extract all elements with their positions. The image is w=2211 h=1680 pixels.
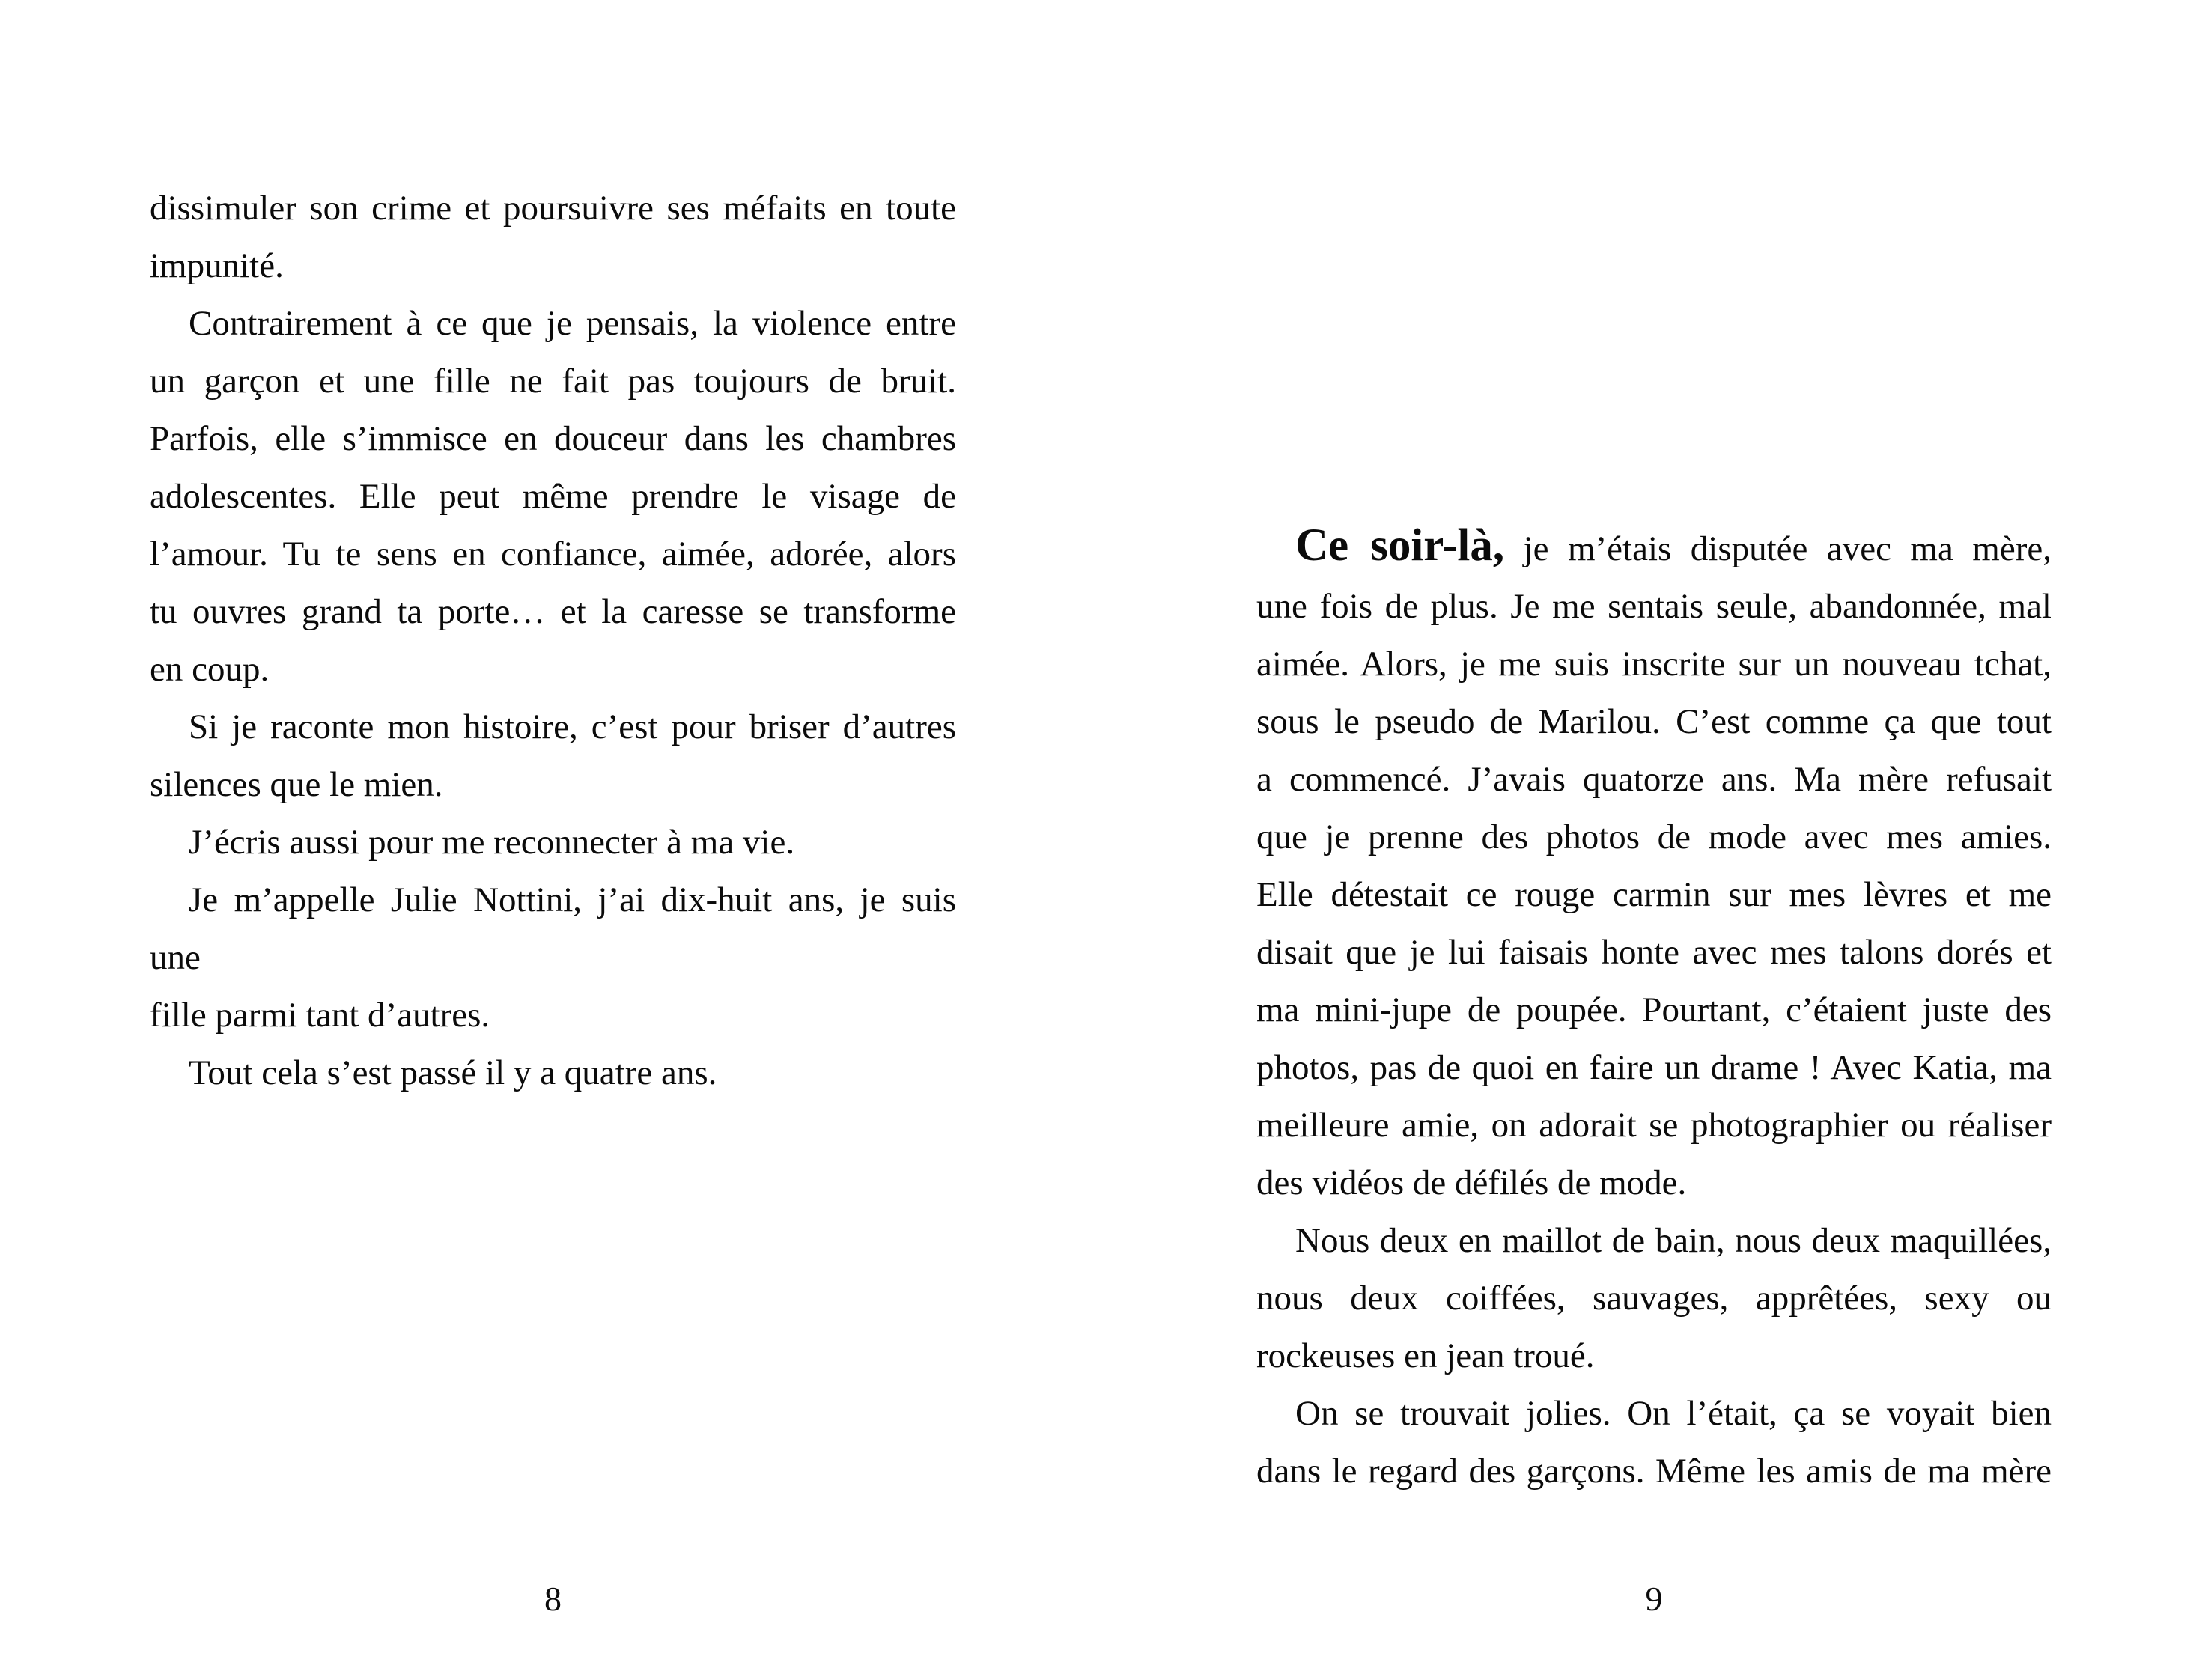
- text-line: Nous deux en maillot de bain, nous deux maquillées,: [1295, 1221, 2052, 1260]
- text-line: fille parmi tant d’autres.: [150, 996, 490, 1035]
- text-line: silences que le mien.: [150, 765, 443, 804]
- text-line: un garçon et une fille ne fait pas toujours de bruit.: [150, 362, 956, 401]
- text-line: nous deux coiffées, sauvages, apprêtées, sexy ou: [1256, 1279, 2052, 1318]
- text-line: en coup.: [150, 650, 270, 689]
- text-line: aimée. Alors, je me suis inscrite sur un nouveau tchat,: [1256, 645, 2052, 684]
- text-line: tu ouvres grand ta porte… et la caresse se transforme: [150, 592, 956, 631]
- text-line: Tout cela s’est passé il y a quatre ans.: [189, 1053, 717, 1092]
- right-page: [1105, 0, 2211, 1680]
- page-number-left: 8: [544, 1580, 562, 1618]
- text-line: J’écris aussi pour me reconnecter à ma vie.: [189, 823, 795, 862]
- left-page-text: [150, 180, 956, 1102]
- text-line: Si je raconte mon histoire, c’est pour briser d’autres: [189, 707, 956, 746]
- text-line: photos, pas de quoi en faire un drame ! Avec Katia, ma: [1256, 1048, 2052, 1087]
- text-line: dissimuler son crime et poursuivre ses méfaits en toute: [150, 189, 956, 228]
- text-line: meilleure amie, on adorait se photographier ou réaliser: [1256, 1106, 2052, 1145]
- text-line: Elle détestait ce rouge carmin sur mes lèvres et me: [1256, 875, 2052, 914]
- text-line: Parfois, elle s’immisce en douceur dans les chambres: [150, 419, 956, 458]
- text-line: rockeuses en jean troué.: [1256, 1336, 1595, 1375]
- text-line: des vidéos de défilés de mode.: [1256, 1163, 1687, 1202]
- text-line: que je prenne des photos de mode avec mes amies.: [1256, 818, 2052, 856]
- text-line: adolescentes. Elle peut même prendre le visage de: [150, 477, 956, 516]
- text-line: Je m’appelle Julie Nottini, j’ai dix-huit ans, je suis une: [150, 880, 956, 977]
- text-line: On se trouvait jolies. On l’était, ça se voyait bien: [1295, 1394, 2052, 1433]
- text-line: a commencé. J’avais quatorze ans. Ma mère refusait: [1256, 760, 2052, 799]
- text-line: sous le pseudo de Marilou. C’est comme ça que tout: [1256, 702, 2052, 741]
- left-page: [0, 0, 1105, 1680]
- text-line: l’amour. Tu te sens en confiance, aimée, adorée, alors: [150, 535, 956, 573]
- text-line: impunité.: [150, 246, 284, 285]
- text-line: Ce soir-là, je m’étais disputée avec ma mère,: [1295, 520, 2052, 570]
- text-line: dans le regard des garçons. Même les amis de ma mère: [1256, 1452, 2052, 1491]
- chapter-opener-text: Ce soir-là,: [1295, 520, 1505, 570]
- text-line: une fois de plus. Je me sentais seule, abandonnée, mal: [1256, 587, 2052, 626]
- page-number-right: 9: [1645, 1580, 1663, 1618]
- text-line: Contrairement à ce que je pensais, la violence entre: [189, 304, 956, 343]
- text-line: disait que je lui faisais honte avec mes talons dorés et: [1256, 933, 2052, 972]
- right-page-text: [1256, 517, 2052, 1500]
- text-line: ma mini-jupe de poupée. Pourtant, c’étaient juste des: [1256, 990, 2052, 1029]
